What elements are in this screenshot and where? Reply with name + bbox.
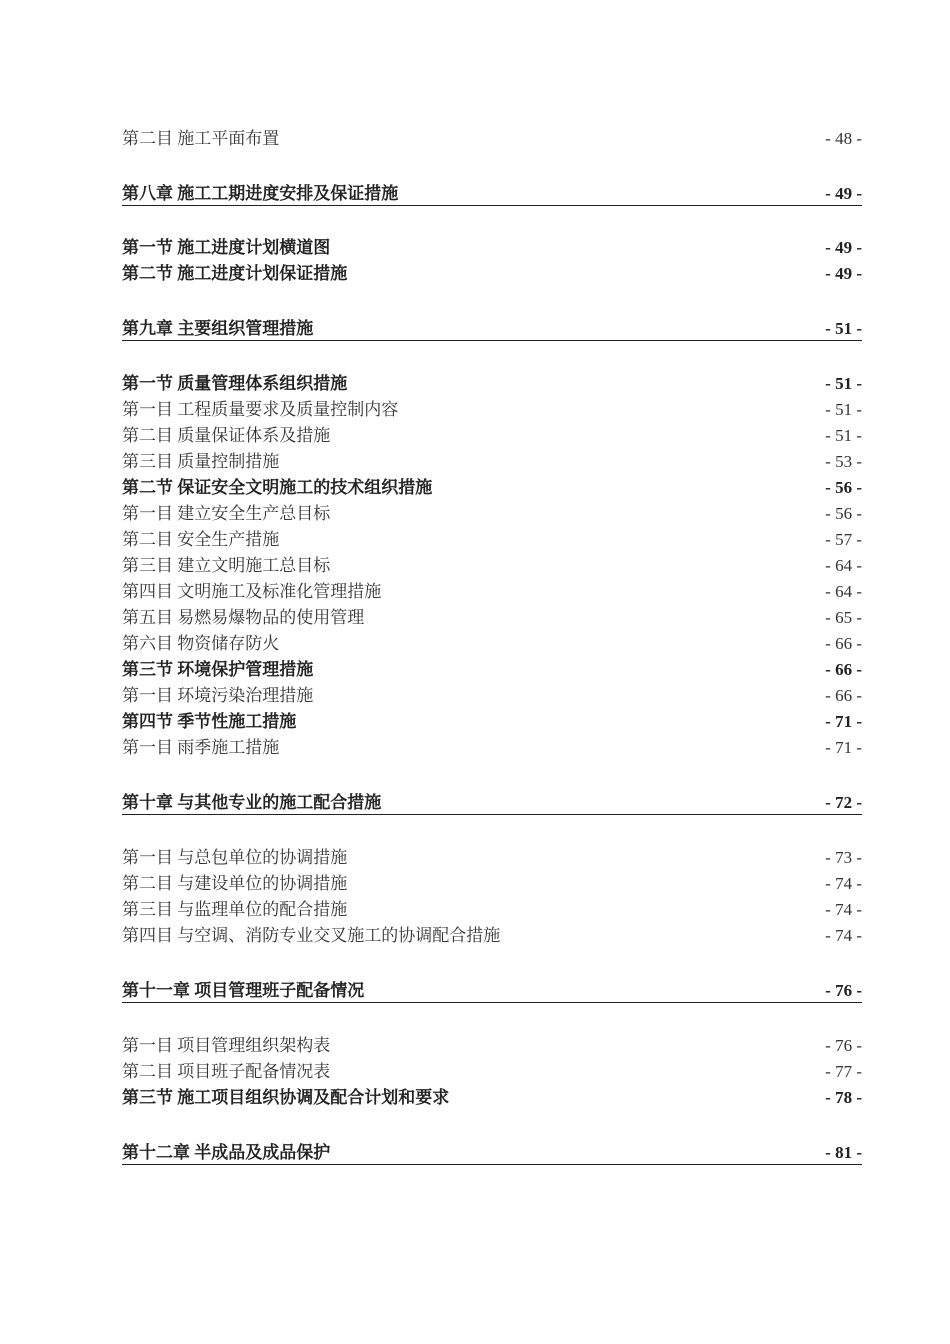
toc-entry-page: - 66 - (825, 634, 862, 653)
toc-entry-label: 第四目 文明施工及标准化管理措施 (122, 582, 382, 601)
toc-entry (122, 607, 862, 631)
toc-entry-page: - 56 - (825, 478, 862, 497)
toc-entry-page: - 73 - (825, 848, 862, 867)
toc-entry-label: 第五目 易燃易爆物品的使用管理 (122, 608, 365, 627)
toc-entry-page: - 51 - (825, 319, 862, 338)
toc-entry-label: 第八章 施工工期进度安排及保证措施 (122, 184, 399, 203)
toc-entry (122, 847, 862, 871)
toc-section (122, 263, 862, 287)
toc-entry (122, 529, 862, 553)
toc-entry-label: 第十一章 项目管理班子配备情况 (122, 981, 365, 1000)
toc-entry-page: - 66 - (825, 660, 862, 679)
toc-entry-page: - 71 - (825, 738, 862, 757)
toc-entry (122, 737, 862, 761)
toc-entry-page: - 74 - (825, 874, 862, 893)
toc-entry-label: 第三节 环境保护管理措施 (122, 660, 314, 679)
toc-entry-label: 第二目 项目班子配备情况表 (122, 1062, 331, 1081)
toc-chapter (122, 183, 862, 206)
toc-entry-page: - 71 - (825, 712, 862, 731)
toc-entry-page: - 65 - (825, 608, 862, 627)
toc-section (122, 1087, 862, 1111)
toc-section (122, 373, 862, 397)
toc-entry-page: - 53 - (825, 452, 862, 471)
toc-entry-label: 第四目 与空调、消防专业交叉施工的协调配合措施 (122, 926, 501, 945)
toc-entry-page: - 74 - (825, 900, 862, 919)
toc-entry-label: 第一节 施工进度计划横道图 (122, 238, 331, 257)
toc-entry-page: - 64 - (825, 582, 862, 601)
toc-entry-page: - 49 - (825, 238, 862, 257)
toc-entry-label: 第一目 工程质量要求及质量控制内容 (122, 400, 399, 419)
toc-entry (122, 425, 862, 449)
toc-entry (122, 128, 862, 152)
toc-chapter (122, 1142, 862, 1165)
toc-entry-label: 第九章 主要组织管理措施 (122, 319, 314, 338)
toc-entry-label: 第一节 质量管理体系组织措施 (122, 374, 348, 393)
toc-entry-page: - 49 - (825, 184, 862, 203)
toc-entry-label: 第十章 与其他专业的施工配合措施 (122, 793, 382, 812)
toc-entry-label: 第一目 与总包单位的协调措施 (122, 848, 348, 867)
toc-entry-page: - 81 - (825, 1143, 862, 1162)
toc-entry (122, 555, 862, 579)
toc-entry-label: 第四节 季节性施工措施 (122, 712, 297, 731)
toc-section (122, 477, 862, 501)
toc-entry-page: - 57 - (825, 530, 862, 549)
toc-section (122, 659, 862, 683)
toc-entry-label: 第三目 与监理单位的配合措施 (122, 900, 348, 919)
toc-entry (122, 685, 862, 709)
toc-entry-label: 第二目 施工平面布置 (122, 129, 280, 148)
toc-entry-page: - 48 - (825, 129, 862, 148)
toc-entry (122, 581, 862, 605)
toc-entry-label: 第二节 保证安全文明施工的技术组织措施 (122, 478, 433, 497)
toc-entry (122, 399, 862, 423)
toc-entry (122, 633, 862, 657)
toc-entry-label: 第十二章 半成品及成品保护 (122, 1143, 331, 1162)
toc-entry-label: 第一目 建立安全生产总目标 (122, 504, 331, 523)
toc-entry-page: - 66 - (825, 686, 862, 705)
toc-entry-page: - 76 - (825, 981, 862, 1000)
toc-entry-page: - 49 - (825, 264, 862, 283)
toc-entry-page: - 78 - (825, 1088, 862, 1107)
toc-entry-label: 第二目 安全生产措施 (122, 530, 280, 549)
toc-entry-page: - 77 - (825, 1062, 862, 1081)
toc-entry-label: 第一目 环境污染治理措施 (122, 686, 314, 705)
toc-chapter (122, 318, 862, 341)
toc-entry-page: - 56 - (825, 504, 862, 523)
toc-entry (122, 899, 862, 923)
toc-entry-page: - 51 - (825, 400, 862, 419)
toc-entry (122, 873, 862, 897)
toc-chapter (122, 980, 862, 1003)
toc-entry-page: - 64 - (825, 556, 862, 575)
toc-entry-label: 第六目 物资储存防火 (122, 634, 280, 653)
toc-section (122, 237, 862, 261)
toc-entry-page: - 74 - (825, 926, 862, 945)
toc-entry-label: 第一目 项目管理组织架构表 (122, 1036, 331, 1055)
toc-section (122, 711, 862, 735)
toc-entry (122, 925, 862, 949)
toc-entry (122, 1035, 862, 1059)
toc-entry-label: 第二目 与建设单位的协调措施 (122, 874, 348, 893)
toc-chapter (122, 792, 862, 815)
toc-entry-label: 第二目 质量保证体系及措施 (122, 426, 331, 445)
toc-entry (122, 451, 862, 475)
toc-entry (122, 1061, 862, 1085)
toc-entry-label: 第三目 质量控制措施 (122, 452, 280, 471)
toc-entry-page: - 51 - (825, 426, 862, 445)
toc-entry-label: 第一目 雨季施工措施 (122, 738, 280, 757)
toc-entry (122, 503, 862, 527)
toc-entry-label: 第二节 施工进度计划保证措施 (122, 264, 348, 283)
toc-entry-page: - 76 - (825, 1036, 862, 1055)
toc-entry-label: 第三目 建立文明施工总目标 (122, 556, 331, 575)
toc-entry-page: - 72 - (825, 793, 862, 812)
toc-entry-page: - 51 - (825, 374, 862, 393)
toc-entry-label: 第三节 施工项目组织协调及配合计划和要求 (122, 1088, 450, 1107)
